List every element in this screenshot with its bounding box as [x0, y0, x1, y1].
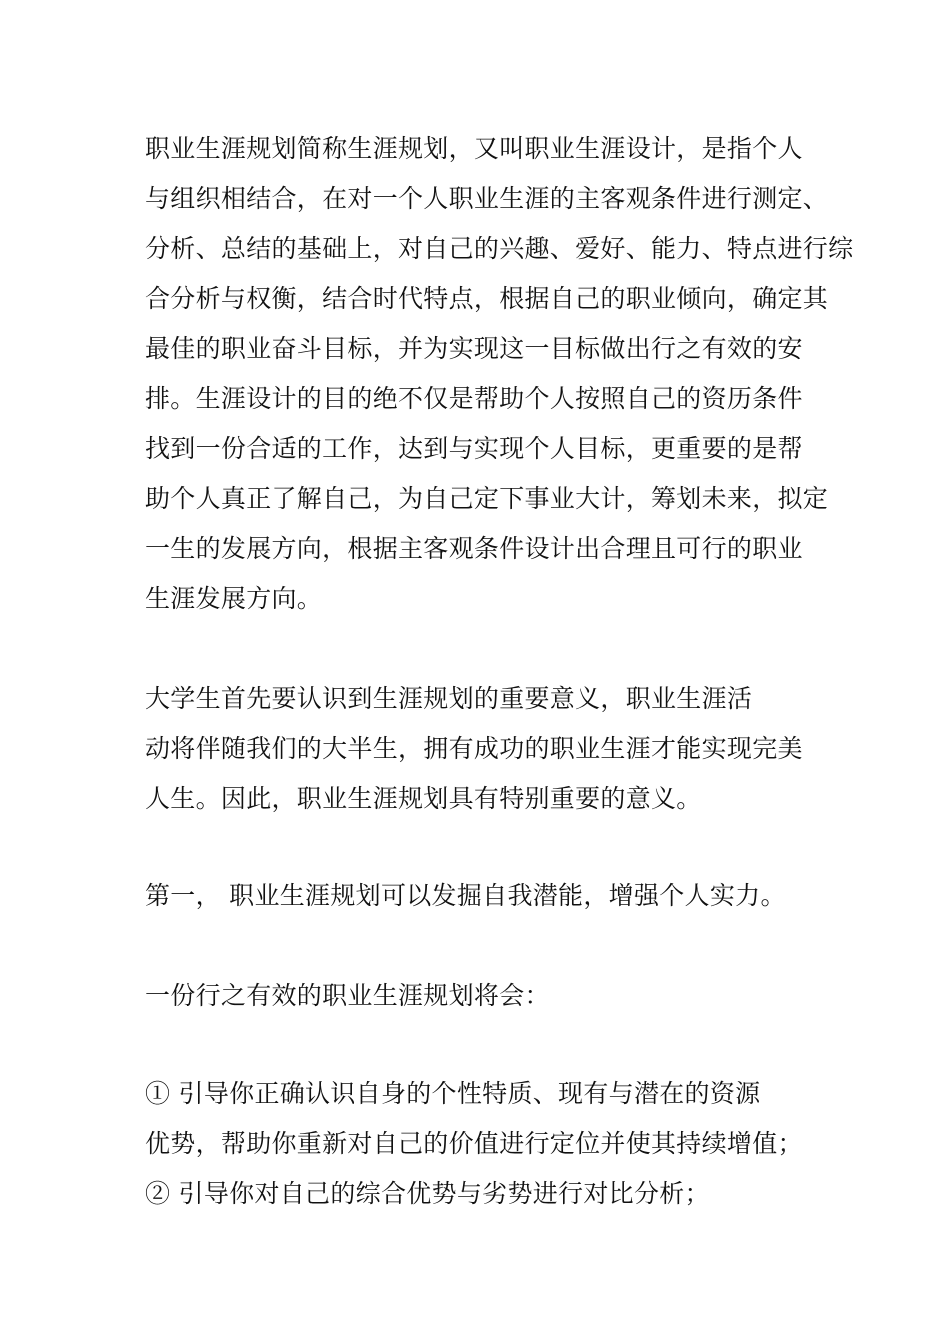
paragraph-2-line-1: 大学生首先要认识到生涯规划的重要意义，职业生涯活: [145, 684, 753, 713]
list-item-1-line-2: 优势，帮助你重新对自己的价值进行定位并使其持续增值；: [145, 1129, 803, 1158]
paragraph-1-line-4: 合分析与权衡，结合时代特点，根据自己的职业倾向，确定其: [145, 284, 829, 313]
paragraph-1-line-10: 生涯发展方向。: [145, 584, 323, 613]
paragraph-2-line-3: 人生。因此，职业生涯规划具有特别重要的意义。: [145, 784, 702, 813]
paragraph-1-line-1: 职业生涯规划简称生涯规划，又叫职业生涯设计，是指个人: [145, 134, 803, 163]
paragraph-3-line-1: 第一， 职业生涯规划可以发掘自我潜能，增强个人实力。: [145, 881, 786, 910]
paragraph-1-line-2: 与组织相结合，在对一个人职业生涯的主客观条件进行测定、: [145, 184, 829, 213]
paragraph-1-line-6: 排。生涯设计的目的绝不仅是帮助个人按照自己的资历条件: [145, 384, 803, 413]
paragraph-2-line-2: 动将伴随我们的大半生，拥有成功的职业生涯才能实现完美: [145, 734, 803, 763]
paragraph-1-line-5: 最佳的职业奋斗目标，并为实现这一目标做出行之有效的安: [145, 334, 803, 363]
paragraph-1-line-8: 助个人真正了解自己，为自己定下事业大计，筹划未来，拟定: [145, 484, 829, 513]
paragraph-1-line-7: 找到一份合适的工作，达到与实现个人目标，更重要的是帮: [145, 434, 803, 463]
list-item-1-line-1: ① 引导你正确认识自身的个性特质、现有与潜在的资源: [145, 1079, 761, 1108]
list-item-2-line-1: ② 引导你对自己的综合优势与劣势进行对比分析；: [145, 1179, 710, 1208]
paragraph-1-line-3: 分析、总结的基础上，对自己的兴趣、爱好、能力、特点进行综: [145, 234, 854, 263]
paragraph-4-line-1: 一份行之有效的职业生涯规划将会：: [145, 981, 550, 1010]
paragraph-1-line-9: 一生的发展方向，根据主客观条件设计出合理且可行的职业: [145, 534, 803, 563]
